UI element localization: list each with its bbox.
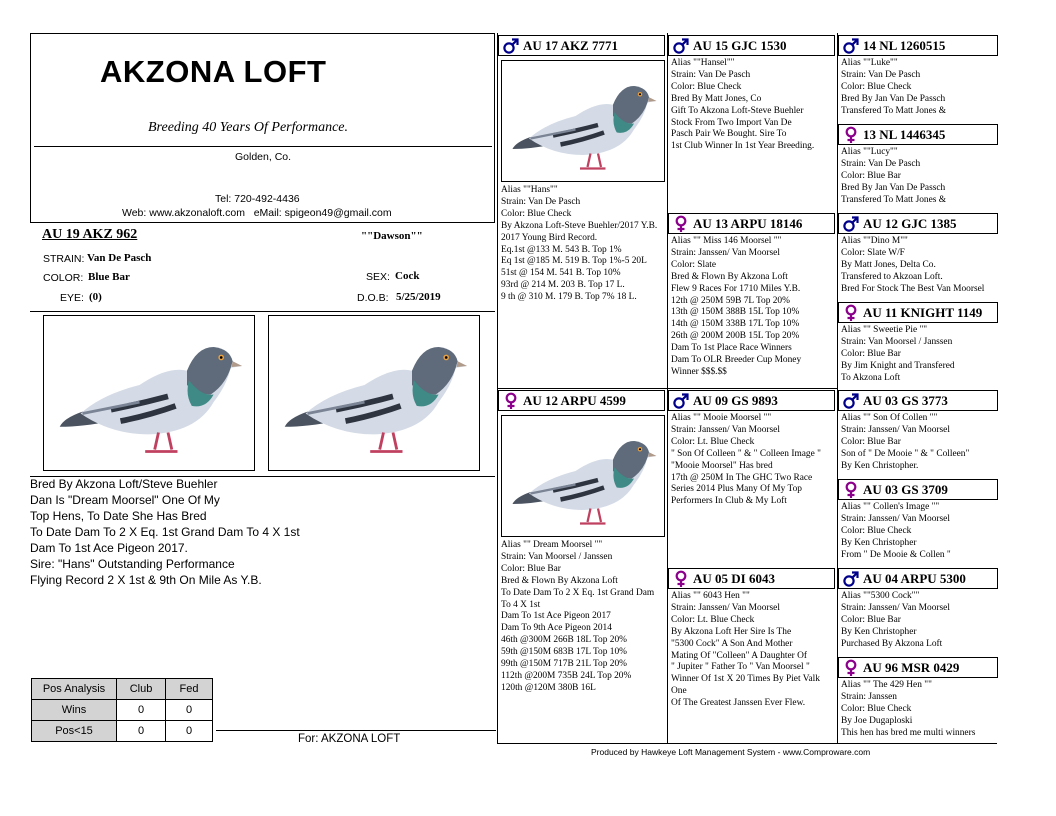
pedigree-line: 17th @ 250M In The GHC Two Race (671, 472, 813, 483)
pedigree-line: Dam To 1st Place Race Winners (671, 343, 792, 354)
pedigree-dsd-header (838, 479, 998, 500)
pedigree-line: 112th @200M 735B 24L Top 20% (501, 670, 632, 681)
pedigree-line: 120th @120M 380B 16L (501, 682, 596, 693)
band-number: AU 17 AKZ 7771 (523, 38, 618, 53)
pedigree-line: Transfered to Akzoan Loft. (841, 271, 943, 282)
loft-tel: Tel: 720-492-4436 (215, 193, 300, 205)
strain-label: STRAIN: (43, 253, 85, 265)
dob-label: D.O.B: (357, 292, 389, 304)
pedigree-line: 14th @ 150M 338B 17L Top 10% (671, 319, 800, 330)
pedigree-line: By Joe Dugaploski (841, 715, 913, 726)
pedigree-line: 46th @300M 266B 18L Top 20% (501, 635, 627, 646)
pedigree-line: Dam To 1st Ace Pigeon 2017 (501, 611, 611, 622)
pedigree-line: Alias "" The 429 Hen "" (841, 680, 932, 690)
female-symbol-icon (502, 392, 520, 410)
table-cell: 0 (117, 700, 166, 721)
header-divider (34, 146, 492, 147)
photo-panel-line (30, 311, 495, 312)
pedigree-line: Alias "" Collen's Image "" (841, 502, 940, 512)
dam-photo (501, 415, 665, 537)
pedigree-line: Winner $$$.$$ (671, 366, 727, 377)
pedigree-line: 2017 Young Bird Record. (501, 232, 598, 243)
grid-hline (497, 743, 997, 744)
dob-value: 5/25/2019 (396, 291, 441, 303)
pedigree-line: Alias ""Luke"" (841, 58, 898, 68)
pedigree-line: By Akzona Loft Her Sire Is The (671, 626, 792, 637)
pedigree-line: Color: Blue Check (841, 703, 912, 714)
pedigree-line: Strain: Janssen/ Van Moorsel (671, 424, 780, 435)
pedigree-line: Strain: Van De Pasch (501, 196, 581, 207)
pedigree-line: Alias ""Lucy"" (841, 147, 898, 157)
color-label: COLOR: (43, 272, 84, 284)
pedigree-sd-text (671, 236, 834, 379)
pedigree-line: Strain: Janssen/ Van Moorsel (841, 424, 950, 435)
pedigree-line: Color: Blue Bar (841, 170, 901, 181)
pigeon-image (54, 328, 244, 461)
sire-photo (501, 60, 665, 182)
pedigree-line: Alias ""5300 Cock"" (841, 591, 920, 601)
pedigree-line: Dam To 9th Ace Pigeon 2014 (501, 623, 612, 634)
note-line: Top Hens, To Date She Has Bred (30, 509, 207, 523)
pedigree-ss-text (671, 58, 834, 153)
pedigree-line: Bred By Matt Jones, Co (671, 93, 762, 104)
female-symbol-icon (842, 659, 860, 677)
pedigree-line: 12th @ 250M 59B 7L Top 20% (671, 295, 790, 306)
pedigree-line: Color: Blue Bar (841, 436, 901, 447)
pedigree-line: "Mooie Moorsel" Has bred (671, 460, 773, 471)
pedigree-line: By Ken Christopher (841, 537, 917, 548)
pedigree-line: By Jim Knight and Transfered (841, 360, 955, 371)
male-symbol-icon (842, 570, 860, 588)
note-line: Sire: "Hans" Outstanding Performance (30, 557, 235, 571)
band-number: AU 12 ARPU 4599 (523, 393, 626, 408)
sex-value: Cock (395, 270, 420, 282)
pedigree-line: Eq 1st @185 M. 519 B. Top 1%-5 20L (501, 256, 647, 267)
pedigree-line: Color: Lt. Blue Check (671, 614, 755, 625)
pedigree-line: Color: Blue Bar (501, 563, 561, 574)
female-symbol-icon (842, 126, 860, 144)
pedigree-line: To Akzona Loft (841, 372, 901, 383)
table-header: Pos Analysis (32, 679, 117, 700)
table-cell: 0 (166, 700, 213, 721)
sex-label: SEX: (366, 271, 390, 283)
loft-name: AKZONA LOFT (100, 54, 327, 89)
pedigree-dam-text (501, 540, 664, 695)
pedigree-line: Gift To Akzona Loft-Steve Buehler (671, 105, 804, 116)
band-number: AU 96 MSR 0429 (863, 660, 960, 675)
pedigree-line: " Jupiter " Father To " Van Moorsel " (671, 662, 810, 673)
pedigree-line: This hen has bred me multi winners (841, 727, 976, 738)
pedigree-dd-text (671, 591, 834, 710)
pedigree-line: Strain: Van De Pasch (841, 158, 921, 169)
pedigree-dd-header (668, 568, 835, 589)
pedigree-line: Color: Slate (671, 259, 717, 270)
pedigree-ds-text (671, 413, 834, 508)
band-number: AU 15 GJC 1530 (693, 38, 787, 53)
note-line: To Date Dam To 2 X Eq. 1st Grand Dam To 4 X 1st (30, 525, 300, 539)
pedigree-line: Strain: Van De Pasch (841, 69, 921, 80)
note-line: Dan Is "Dream Moorsel" One Of My (30, 493, 220, 507)
note-line: Bred By Akzona Loft/Steve Buehler (30, 477, 218, 491)
pos-analysis-table (31, 678, 213, 742)
pedigree-line: Alias ""Hansel"" (671, 58, 735, 68)
pedigree-dds-text (841, 591, 997, 651)
pedigree-line: 13th @ 150M 388B 15L Top 10% (671, 307, 800, 318)
pedigree-line: By Ken Christopher. (841, 460, 919, 471)
male-symbol-icon (672, 392, 690, 410)
strain-value: Van De Pasch (87, 252, 152, 264)
pedigree-line: Strain: Van Moorsel / Janssen (501, 551, 613, 562)
table-header: Fed (166, 679, 213, 700)
loft-city: Golden, Co. (235, 151, 292, 163)
loft-email: eMail: spigeon49@gmail.com (253, 207, 392, 219)
pedigree-line: 26th @ 200M 200B 15L Top 20% (671, 331, 800, 342)
pedigree-line: From " De Mooie & Collen " (841, 549, 951, 560)
female-symbol-icon (672, 215, 690, 233)
subject-notes (30, 476, 300, 588)
pigeon-image (508, 426, 658, 531)
table-header-row (32, 679, 213, 700)
subject-name: ""Dawson"" (361, 230, 423, 242)
pedigree-line: Purchased By Akzona Loft (841, 638, 943, 649)
pedigree-line: Alias "" Mooie Moorsel "" (671, 413, 772, 423)
pedigree-line: Strain: Janssen/ Van Moorsel (671, 247, 780, 258)
pedigree-line: 99th @150M 717B 21L Top 20% (501, 659, 627, 670)
color-value: Blue Bar (88, 271, 130, 283)
band-number: AU 03 GS 3773 (863, 393, 948, 408)
pigeon-image (279, 328, 469, 461)
pedigree-sire-text (501, 185, 664, 304)
pedigree-line: Alias "" Sweetie Pie "" (841, 325, 928, 335)
pedigree-line: 59th @150M 683B 17L Top 10% (501, 647, 627, 658)
pedigree-line: To 4 X 1st (501, 599, 541, 610)
pedigree-line: Eq.1st @133 M. 543 B. Top 1% (501, 244, 622, 255)
pedigree-line: " Son Of Colleen " & " Colleen Image " (671, 448, 821, 459)
pedigree-line: Bred By Jan Van De Passch (841, 93, 946, 104)
subject-photo-right (268, 315, 480, 471)
male-symbol-icon (672, 37, 690, 55)
pedigree-line: Bred For Stock The Best Van Moorsel (841, 283, 985, 294)
pedigree-sds-text (841, 236, 997, 296)
table-header: Club (117, 679, 166, 700)
pedigree-line: 51st @ 154 M. 541 B. Top 10% (501, 268, 621, 279)
loft-tagline: Breeding 40 Years Of Performance. (148, 120, 348, 135)
pedigree-line: Color: Blue Check (501, 208, 572, 219)
pedigree-line: Color: Lt. Blue Check (671, 436, 755, 447)
pedigree-line: One (671, 686, 687, 697)
pedigree-ds-header (668, 390, 835, 411)
pedigree-line: By Matt Jones, Delta Co. (841, 259, 936, 270)
footer-line (216, 730, 496, 731)
female-symbol-icon (842, 481, 860, 499)
pedigree-line: Color: Blue Check (841, 81, 912, 92)
loft-web (122, 207, 392, 219)
band-number: AU 11 KNIGHT 1149 (863, 305, 983, 320)
subject-band: AU 19 AKZ 962 (42, 227, 138, 242)
pigeon-image (508, 71, 658, 176)
pedigree-sds-header (838, 213, 998, 234)
pedigree-line: Bred & Flown By Akzona Loft (671, 271, 788, 282)
footer-for: For: AKZONA LOFT (298, 733, 401, 745)
pedigree-ddd-header (838, 657, 998, 678)
pedigree-line: Flew 9 Races For 1710 Miles Y.B. (671, 283, 801, 294)
pedigree-line: Strain: Janssen/ Van Moorsel (671, 602, 780, 613)
pedigree-line: "5300 Cock" A Son And Mother (671, 638, 793, 649)
female-symbol-icon (672, 570, 690, 588)
pedigree-line: Color: Slate W/F (841, 247, 905, 258)
pedigree-line: Bred By Jan Van De Passch (841, 182, 946, 193)
pedigree-line: Strain: Janssen/ Van Moorsel (841, 602, 950, 613)
pedigree-sss-text (841, 58, 997, 118)
pedigree-line: Series 2014 Plus Many Of My Top (671, 484, 802, 495)
band-number: AU 09 GS 9893 (693, 393, 778, 408)
pedigree-line: Pasch Pair We Bought. Sire To (671, 129, 787, 140)
pedigree-line: Color: Blue Check (841, 525, 912, 536)
table-cell: Pos<15 (32, 721, 117, 742)
pedigree-line: Winner Of 1st X 20 Times By Piet Valk (671, 674, 820, 685)
male-symbol-icon (842, 215, 860, 233)
pedigree-line: Strain: Van De Pasch (671, 69, 751, 80)
pedigree-line: Stock From Two Import Van De (671, 117, 792, 128)
band-number: 13 NL 1446345 (863, 127, 946, 142)
eye-value: (0) (89, 291, 102, 303)
band-number: AU 12 GJC 1385 (863, 216, 957, 231)
table-row (32, 700, 213, 721)
male-symbol-icon (842, 37, 860, 55)
male-symbol-icon (502, 37, 520, 55)
pedigree-line: Bred & Flown By Akzona Loft (501, 575, 618, 586)
band-number: AU 05 DI 6043 (693, 571, 775, 586)
pedigree-line: Dam To OLR Breeder Cup Money (671, 355, 802, 366)
produced-by: Produced by Hawkeye Loft Management System - www.Comproware.com (591, 747, 871, 757)
pedigree-line: Alias "" 6043 Hen "" (671, 591, 750, 601)
note-line: Flying Record 2 X 1st & 9th On Mile As Y.B. (30, 573, 262, 587)
pedigree-line: Son of " De Mooie " & " Colleen" (841, 448, 970, 459)
pedigree-sdd-header (838, 302, 998, 323)
pedigree-line: Mating Of "Colleen" A Daughter Of (671, 650, 808, 661)
band-number: 14 NL 1260515 (863, 38, 946, 53)
pedigree-line: By Akzona Loft-Steve Buehler/2017 Y.B. (501, 220, 658, 231)
pedigree-line: Strain: Janssen (841, 691, 897, 702)
pedigree-line: 93rd @ 214 M. 203 B. Top 17 L. (501, 280, 625, 291)
female-symbol-icon (842, 304, 860, 322)
pedigree-line: Alias ""Dino M"" (841, 236, 908, 246)
pedigree-dsd-text (841, 502, 997, 562)
table-cell: 0 (166, 721, 213, 742)
pedigree-line: 9 th @ 310 M. 179 B. Top 7% 18 L. (501, 292, 637, 303)
pedigree-line: Transfered To Matt Jones & (841, 105, 947, 116)
loft-website: Web: www.akzonaloft.com (122, 207, 245, 219)
pedigree-ss-header (668, 35, 835, 56)
pedigree-line: Performers In Club & My Loft (671, 496, 787, 507)
band-number: AU 13 ARPU 18146 (693, 216, 803, 231)
pedigree-ssd-header (838, 124, 998, 145)
band-number: AU 03 GS 3709 (863, 482, 948, 497)
pedigree-dam-header (498, 390, 665, 411)
band-number: AU 04 ARPU 5300 (863, 571, 966, 586)
pedigree-line: Transfered To Matt Jones & (841, 194, 947, 205)
table-cell: 0 (117, 721, 166, 742)
table-cell: Wins (32, 700, 117, 721)
pedigree-dss-text (841, 413, 997, 473)
pedigree-line: Color: Blue Check (671, 81, 742, 92)
pedigree-line: Alias "" Dream Moorsel "" (501, 540, 603, 550)
pedigree-line: To Date Dam To 2 X Eq. 1st Grand Dam (501, 587, 655, 598)
pedigree-line: Alias "" Miss 146 Moorsel "" (671, 236, 782, 246)
pedigree-sdd-text (841, 325, 997, 385)
pedigree-line: Strain: Van Moorsel / Janssen (841, 336, 953, 347)
pedigree-sd-header (668, 213, 835, 234)
pedigree-line: Of The Greatest Janssen Ever Flew. (671, 698, 806, 709)
pedigree-line: Alias ""Hans"" (501, 185, 558, 195)
pedigree-ssd-text (841, 147, 997, 207)
pedigree-line: Color: Blue Bar (841, 614, 901, 625)
pedigree-line: By Ken Christopher (841, 626, 917, 637)
pedigree-line: Alias "" Son Of Collen "" (841, 413, 938, 423)
subject-photo-left (43, 315, 255, 471)
pedigree-line: Strain: Janssen/ Van Moorsel (841, 513, 950, 524)
pedigree-ddd-text (841, 680, 997, 740)
pedigree-line: 1st Club Winner In 1st Year Breeding. (671, 141, 815, 152)
pedigree-dds-header (838, 568, 998, 589)
pedigree-sire-header (498, 35, 665, 56)
grid-hline (497, 388, 837, 389)
pedigree-line: Color: Blue Bar (841, 348, 901, 359)
table-row (32, 721, 213, 742)
eye-label: EYE: (60, 292, 84, 304)
pedigree-sss-header (838, 35, 998, 56)
pedigree-dss-header (838, 390, 998, 411)
note-line: Dam To 1st Ace Pigeon 2017. (30, 541, 188, 555)
male-symbol-icon (842, 392, 860, 410)
